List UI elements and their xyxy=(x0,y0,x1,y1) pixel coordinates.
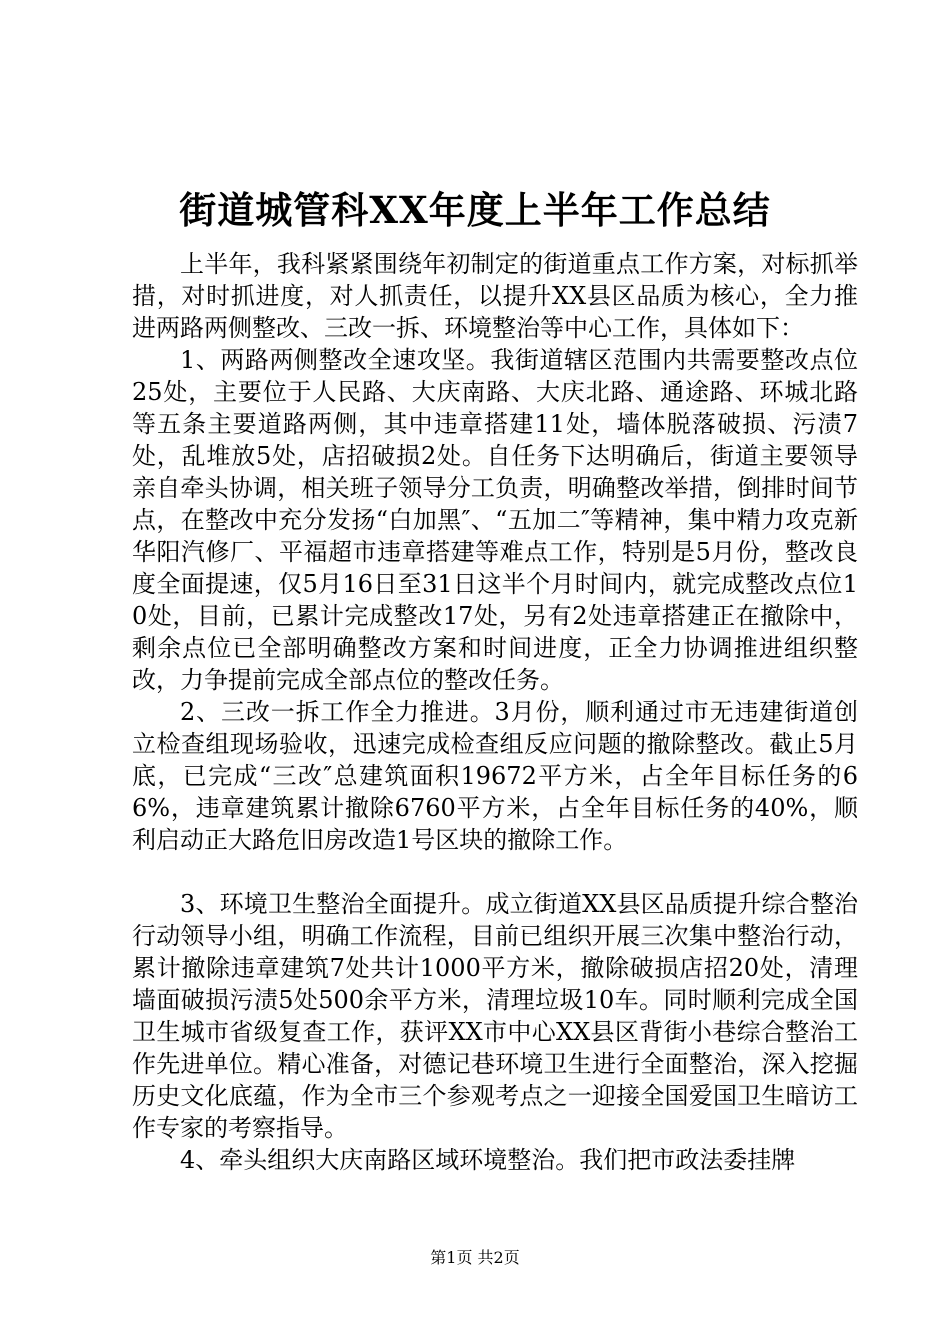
paragraph-item-1: 1、两路两侧整改全速攻坚。我街道辖区范围内共需要整改点位25处，主要位于人民路、大庆南路、大庆北路、通途路、环城北路等五条主要道路两侧，其中违章搭建11处，墙体脱落破损、污渍7处，乱堆放5处，店招破损2处。自任务下达明确后，街道主要领导亲自牵头协调，相关班子领导分工负责，明确整改举措，倒排时间节点，在整改中充分发扬“白加黑″、“五加二″等精神，集中精力攻克新华阳汽修厂、平福超市违章搭建等难点工作，特别是5月份，整改良度全面提速，仅5月16日至31日这半个月时间内，就完成整改点位10处，目前，已累计完成整改17处，另有2处违章搭建正在撤除中，剩余点位已全部明确整改方案和时间进度，正全力协调推进组织整改，力争提前完成全部点位的整改任务。 xyxy=(132,346,858,694)
document-body xyxy=(132,248,858,1176)
paragraph-item-2: 2、三改一拆工作全力推进。3月份，顺利通过市无违建街道创立检查组现场验收，迅速完成检查组反应问题的撤除整改。截止5月底，已完成“三改″总建筑面积19672平方米，占全年目标任务的66%，违章建筑累计撤除6760平方米，占全年目标任务的40%，顺利启动正大路危旧房改造1号区块的撤除工作。 xyxy=(132,698,858,854)
page-footer: 第1页 共2页 xyxy=(430,1248,520,1267)
paragraph-item-3: 3、环境卫生整治全面提升。成立街道XX县区品质提升综合整治行动领导小组，明确工作流程，目前已组织开展三次集中整治行动，累计撤除违章建筑7处共计1000平方米，撤除破损店招20处，清理墙面破损污渍5处500余平方米，清理垃圾10车。同时顺利完成全国卫生城市省级复查工作，获评XX市中心XX县区背街小巷综合整治工作先进单位。精心准备，对德记巷环境卫生进行全面整治，深入挖掘历史文化底蕴，作为全市三个参观考点之一迎接全国爱国卫生暗访工作专家的考察指导。 xyxy=(132,890,858,1142)
document-title: 街道城管科XX年度上半年工作总结 xyxy=(179,188,771,232)
paragraph-intro: 上半年，我科紧紧围绕年初制定的街道重点工作方案，对标抓举措，对时抓进度，对人抓责任，以提升XX县区品质为核心，全力推进两路两侧整改、三改一拆、环境整治等中心工作，具体如下： xyxy=(132,250,858,342)
paragraph-item-4: 4、牵头组织大庆南路区域环境整治。我们把市政法委挂牌 xyxy=(180,1146,796,1174)
